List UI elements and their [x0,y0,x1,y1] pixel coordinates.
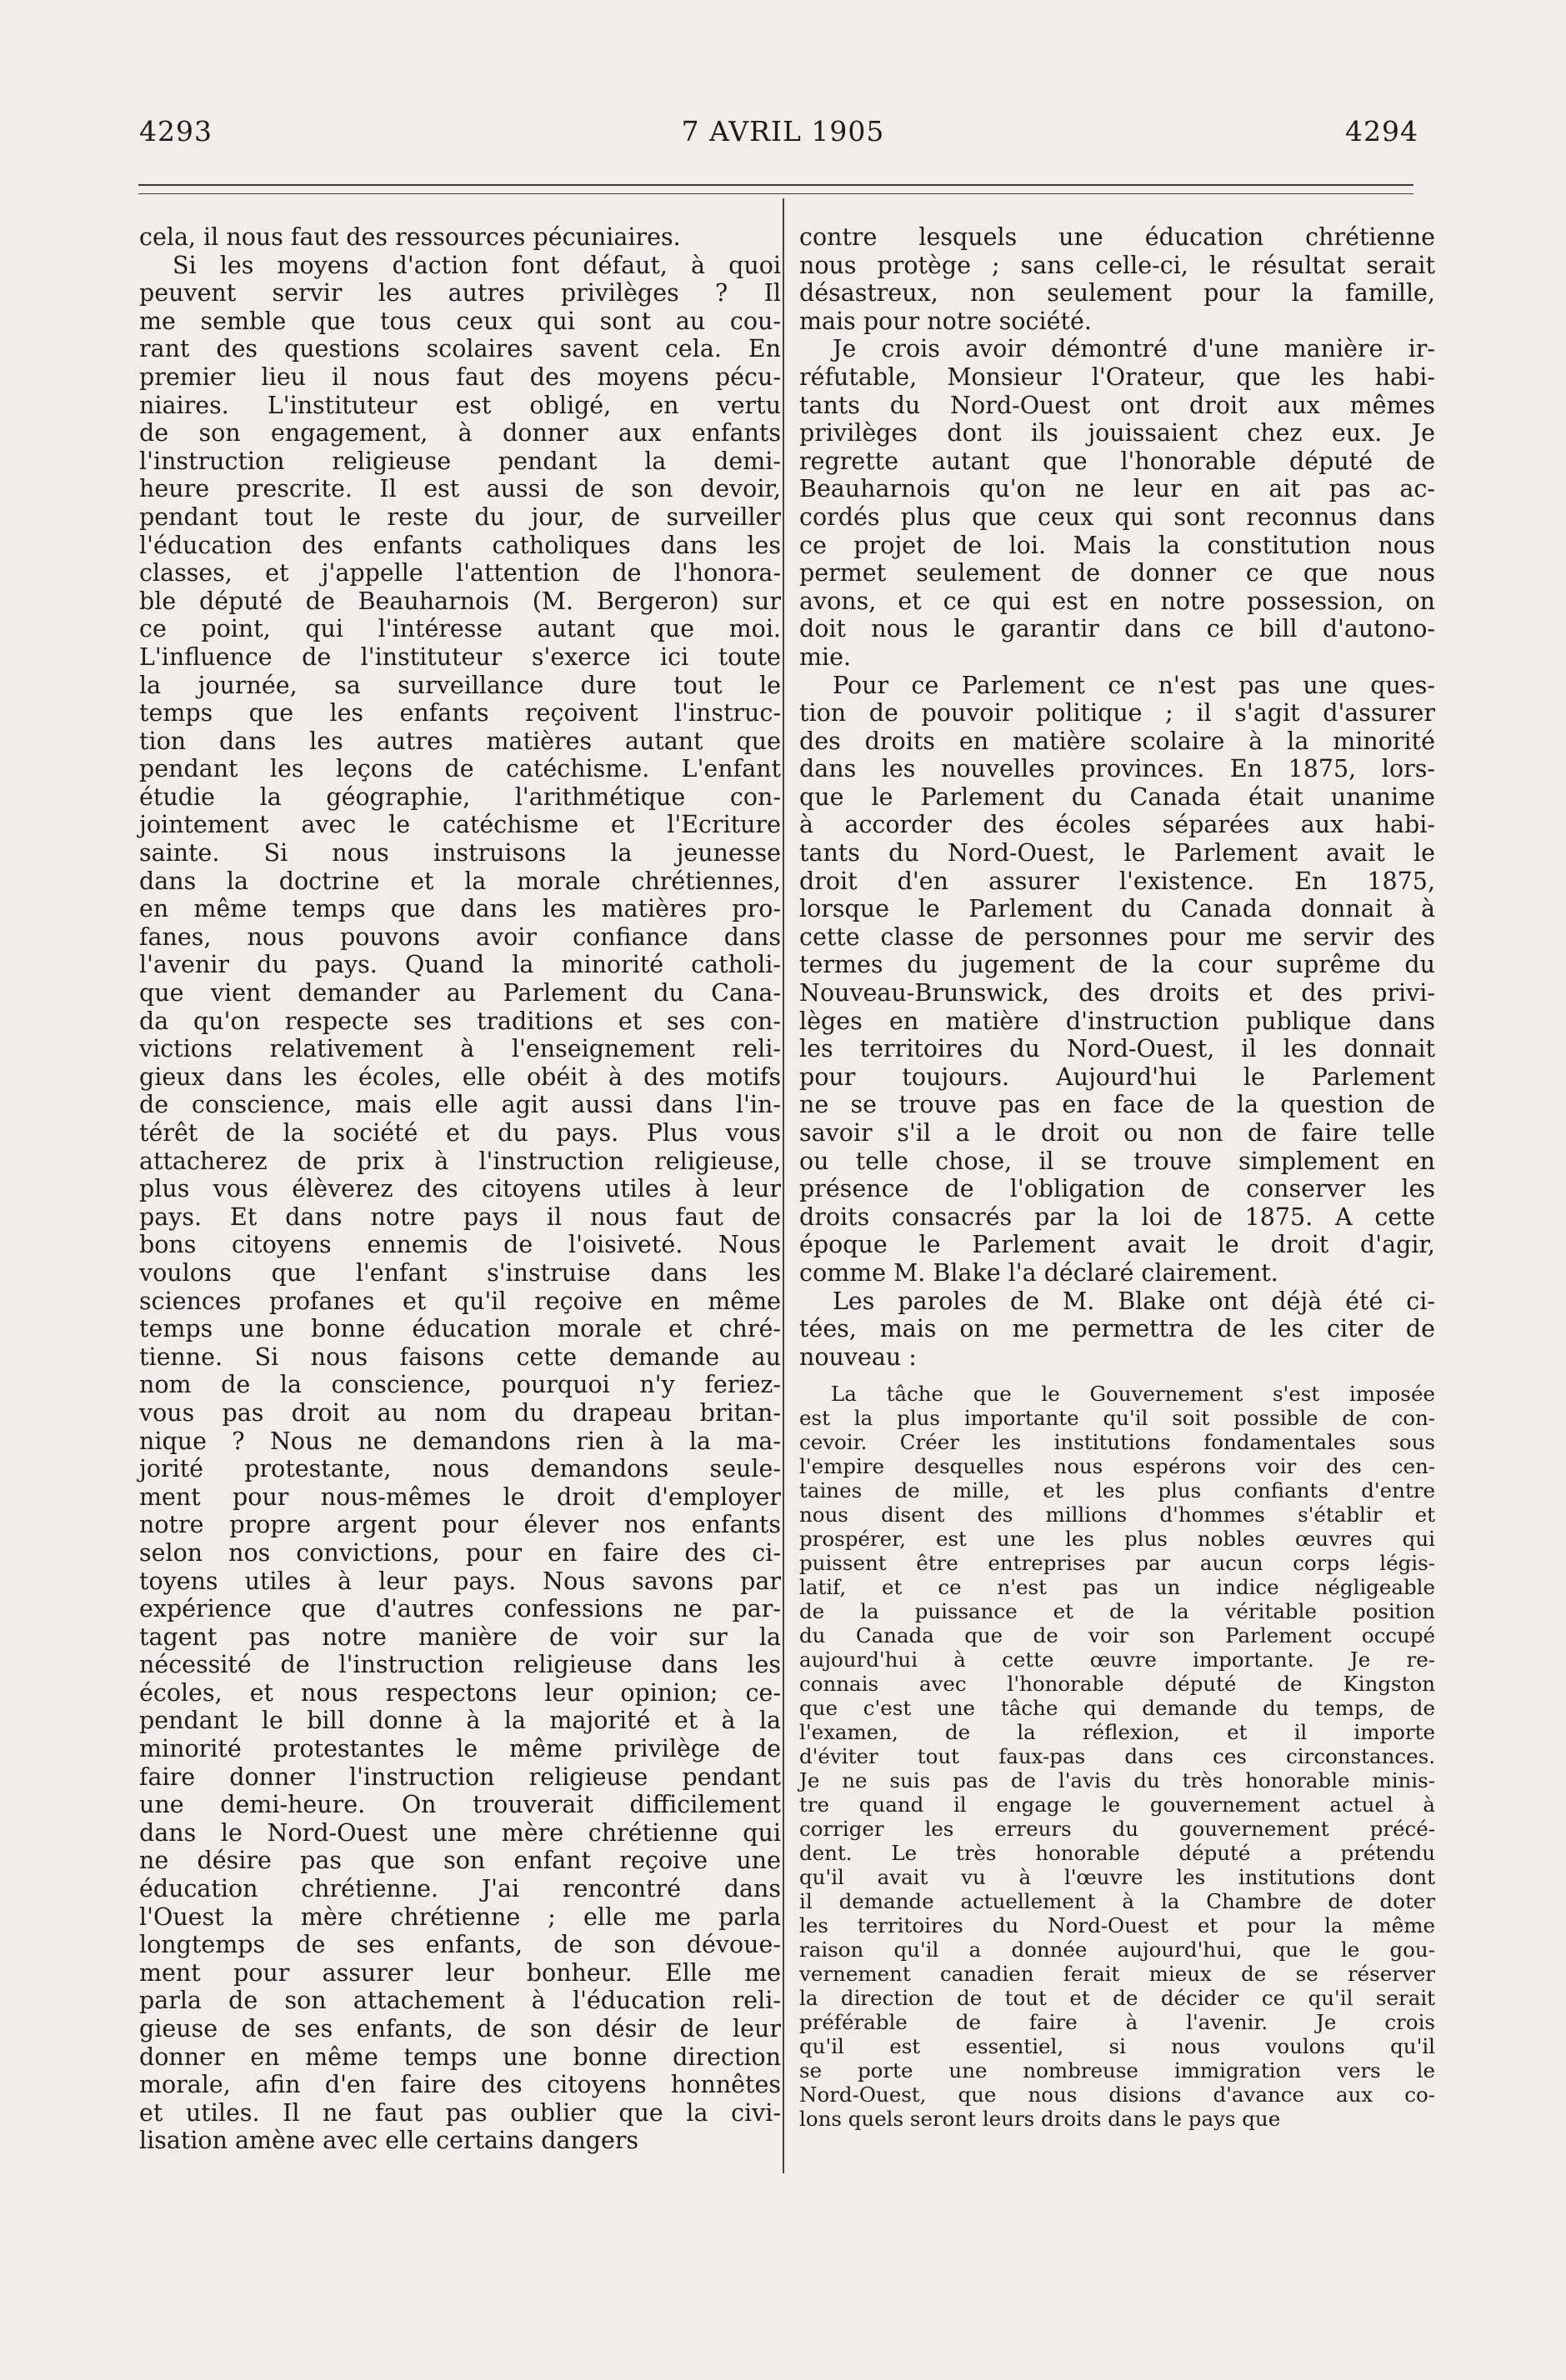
text-line: dent. Le très honorable député a prétendu [799,1841,1435,1866]
text-line: vernement canadien ferait mieux de se réserver [799,1962,1435,1987]
text-line: éducation chrétienne. J'ai rencontré dans [139,1875,781,1903]
text-line: premier lieu il nous faut des moyens pécu- [139,362,781,391]
text-line: faire donner l'instruction religieuse pendant [139,1762,781,1791]
text-line: cordés plus que ceux qui sont reconnus dans [799,502,1435,531]
text-line: que le Parlement du Canada était unanime [799,782,1435,811]
text-line: doit nous le garantir dans ce bill d'autono- [799,615,1435,643]
text-line: de conscience, mais elle agit aussi dans l'in- [139,1091,781,1119]
text-line: contre lesquels une éducation chrétienne [799,223,1435,251]
text-line: les territoires du Nord-Ouest, il les donnait [799,1035,1435,1063]
text-line: l'examen, de la réflexion, et il importe [799,1720,1435,1745]
text-line: temps que les enfants reçoivent l'instruc- [139,699,781,728]
text-line: tées, mais on me permettra de les citer de [799,1315,1435,1343]
text-line: sainte. Si nous instruisons la jeunesse [139,839,781,868]
text-line: l'avenir du pays. Quand la minorité catholi- [139,951,781,979]
text-line: latif, et ce n'est pas un indice négligeable [799,1575,1435,1600]
text-line: puissent être entreprises par aucun corps légis- [799,1551,1435,1576]
text-line: expérience que d'autres confessions ne par- [139,1595,781,1623]
text-line: cette classe de personnes pour me servir des [799,922,1435,951]
text-line: lisation amène avec elle certains dangers [139,2127,639,2155]
text-line: victions relativement à l'enseignement reli- [139,1035,781,1063]
text-line: cevoir. Créer les institutions fondamentales sous [799,1430,1435,1455]
text-line: mais pour notre société. [799,307,1092,335]
text-line: est la plus importante qu'il soit possible de con- [799,1406,1435,1431]
text-line: une demi-heure. On trouverait difficilement [139,1791,781,1819]
text-line: lèges en matière d'instruction publique dans [799,1007,1435,1035]
text-line: désastreux, non seulement pour la famille, [799,279,1435,308]
text-line: da qu'on respecte ses traditions et ses con- [139,1007,781,1035]
header-rule [138,184,1413,186]
text-line: prospérer, est une les plus nobles œuvres qui [799,1527,1435,1552]
text-line: il demande actuellement à la Chambre de doter [799,1889,1435,1914]
text-line: Les paroles de M. Blake ont déjà été ci- [833,1287,1435,1315]
text-line: raison qu'il a donnée aujourd'hui, que le gou- [799,1938,1435,1962]
text-line: aujourd'hui à cette œuvre importante. Je re- [799,1648,1435,1672]
text-line: comme M. Blake l'a déclaré clairement. [799,1258,1278,1287]
text-line: l'empire desquelles nous espérons voir des cen- [799,1454,1435,1479]
text-line: avons, et ce qui est en notre possession, on [799,587,1435,615]
text-line: pendant les leçons de catéchisme. L'enfant [139,755,781,783]
right-page-number: 4294 [1345,115,1418,148]
text-line: nécessité de l'instruction religieuse dans les [139,1651,781,1679]
text-line: temps une bonne éducation morale et chré- [139,1315,781,1343]
text-line: sciences profanes et qu'il reçoive en même [139,1287,781,1315]
text-line: nique ? Nous ne demandons rien à la ma- [139,1427,781,1455]
text-line: mie. [799,642,852,671]
text-line: tants du Nord-Ouest, le Parlement avait le [799,839,1435,868]
text-line: l'éducation des enfants catholiques dans les [139,531,781,559]
text-line: de son engagement, à donner aux enfants [139,419,781,448]
text-line: connais avec l'honorable député de Kingston [799,1672,1435,1697]
text-line: Je ne suis pas de l'avis du très honorable minis- [799,1768,1435,1793]
text-line: savoir s'il a le droit ou non de faire telle [799,1119,1435,1147]
text-line: nous disent des millions d'hommes s'établir et [799,1502,1435,1528]
text-line: préférable de faire à l'avenir. Je crois [799,2010,1435,2035]
text-line: les territoires du Nord-Ouest et pour la même [799,1913,1435,1938]
quote-spacer [799,1371,1435,1382]
text-line: Nord-Ouest, que nous disions d'avance aux co- [799,2082,1435,2108]
text-line: tagent pas notre manière de voir sur la [139,1622,781,1651]
text-line: du Canada que de voir son Parlement occupé [799,1623,1435,1648]
text-line: corriger les erreurs du gouvernement précé- [799,1817,1435,1842]
text-line: en même temps que dans les matières pro- [139,895,781,923]
text-line: gieuse de ses enfants, de son désir de leur [139,2015,781,2042]
column-divider [783,198,784,2173]
text-line: classes, et j'appelle l'attention de l'honora- [139,559,781,588]
text-line: de la puissance et de la véritable position [799,1599,1435,1624]
text-line: tants du Nord-Ouest ont droit aux mêmes [799,391,1435,419]
text-line: ne se trouve pas en face de la question de [799,1091,1435,1119]
text-line: ble député de Beauharnois (M. Bergeron) sur [139,587,781,615]
text-line: La tâche que le Gouvernement s'est imposée [831,1382,1435,1407]
left-column [139,223,781,2155]
right-column [799,223,1435,2131]
text-line: époque le Parlement avait le droit d'agir, [799,1231,1435,1259]
text-line: qu'il est essentiel, si nous voulons qu'il [799,2034,1435,2059]
text-line: termes du jugement de la cour suprême du [799,951,1435,979]
text-line: rant des questions scolaires savent cela. En [139,335,781,363]
text-line: dans les nouvelles provinces. En 1875, lors- [799,755,1435,783]
text-line: Si les moyens d'action font défaut, à quoi [173,251,781,279]
text-line: niaires. L'instituteur est obligé, en vertu [139,391,781,419]
text-line: ou telle chose, il se trouve simplement en [799,1147,1435,1175]
text-line: tion de pouvoir politique ; il s'agit d'assurer [799,699,1435,728]
text-line: que vient demander au Parlement du Cana- [139,979,781,1008]
left-page-number: 4293 [139,115,213,148]
text-line: gieux dans les écoles, elle obéit à des motifs [139,1062,781,1091]
text-line: térêt de la société et du pays. Plus vous [139,1119,781,1147]
text-line: tion dans les autres matières autant que [139,727,781,755]
text-line: Pour ce Parlement ce n'est pas une ques- [833,671,1435,699]
text-line: nous protège ; sans celle-ci, le résultat serait [799,251,1435,279]
text-line: ne désire pas que son enfant reçoive une [139,1847,781,1875]
text-line: tienne. Si nous faisons cette demande au [139,1342,781,1371]
text-line: jorité protestante, nous demandons seule- [139,1455,781,1483]
text-line: taines de mille, et les plus confiants d'entre [799,1478,1435,1503]
text-line: notre propre argent pour élever nos enfants [139,1511,781,1539]
header-rule-thin [138,193,1413,194]
text-line: selon nos convictions, pour en faire des ci- [139,1538,781,1567]
text-line: peuvent servir les autres privilèges ? Il [139,279,781,308]
text-line: permet seulement de donner ce que nous [799,559,1435,588]
text-line: ce projet de loi. Mais la constitution nous [799,531,1435,559]
text-line: dans la doctrine et la morale chrétiennes, [139,867,781,895]
text-line: ment pour nous-mêmes le droit d'employer [139,1482,781,1511]
text-line: à accorder des écoles séparées aux habi- [799,811,1435,839]
text-line: et utiles. Il ne faut pas oublier que la civi- [139,2098,781,2127]
text-line: ce point, qui l'intéresse autant que moi. [139,615,781,643]
text-line: plus vous élèverez des citoyens utiles à leur [139,1175,781,1203]
text-line: des droits en matière scolaire à la minorité [799,727,1435,755]
text-line: regrette autant que l'honorable député de [799,447,1435,475]
text-line: parla de son attachement à l'éducation reli- [139,1987,781,2015]
text-line: que c'est une tâche qui demande du temps, de [799,1696,1435,1721]
text-line: qu'il avait vu à l'œuvre les institutions dont [799,1865,1435,1890]
text-line: écoles, et nous respectons leur opinion; ce- [139,1678,781,1707]
text-line: minorité protestantes le même privilège de [139,1735,781,1763]
text-line: d'éviter tout faux-pas dans ces circonstances. [799,1744,1435,1769]
text-line: l'Ouest la mère chrétienne ; elle me parla [139,1902,781,1931]
text-line: lorsque le Parlement du Canada donnait à [799,895,1435,923]
text-line: réfutable, Monsieur l'Orateur, que les habi- [799,362,1435,391]
text-line: fanes, nous pouvons avoir confiance dans [139,922,781,951]
text-line: présence de l'obligation de conserver les [799,1175,1435,1203]
header-date: 7 AVRIL 1905 [681,115,885,148]
text-line: vous pas droit au nom du drapeau britan- [139,1398,781,1427]
text-line: droits consacrés par la loi de 1875. A cette [799,1202,1435,1231]
text-line: pays. Et dans notre pays il nous faut de [139,1202,781,1231]
text-line: cela, il nous faut des ressources pécuniaires. [139,223,681,251]
text-line: L'influence de l'instituteur s'exerce ici toute [139,642,781,671]
text-line: droit d'en assurer l'existence. En 1875, [799,867,1435,895]
text-line: heure prescrite. Il est aussi de son devoir, [139,475,781,503]
text-line: morale, afin d'en faire des citoyens honnêtes [139,2071,781,2099]
blake-quotation [799,1382,1435,2131]
text-line: lons quels seront leurs droits dans le pays que [799,2107,1281,2132]
text-line: dans le Nord-Ouest une mère chrétienne qui [139,1818,781,1847]
right-column-body [799,223,1435,1371]
text-line: privilèges dont ils jouissaient chez eux. Je [799,419,1435,448]
text-line: Nouveau-Brunswick, des droits et des privi- [799,979,1435,1008]
text-line: Je crois avoir démontré d'une manière ir- [833,335,1435,363]
text-line: Beauharnois qu'on ne leur en ait pas ac- [799,475,1435,503]
text-line: voulons que l'enfant s'instruise dans les [139,1258,781,1287]
text-line: donner en même temps une bonne direction [139,2042,781,2071]
text-line: pendant le bill donne à la majorité et à la [139,1707,781,1735]
text-line: se porte une nombreuse immigration vers le [799,2058,1435,2083]
text-line: nouveau : [799,1342,917,1371]
text-line: me semble que tous ceux qui sont au cou- [139,307,781,335]
text-line: la journée, sa surveillance dure tout le [139,671,781,699]
text-line: jointement avec le catéchisme et l'Ecriture [139,811,781,839]
text-line: attacherez de prix à l'instruction religieuse, [139,1147,781,1175]
text-line: bons citoyens ennemis de l'oisiveté. Nous [139,1231,781,1259]
text-line: toyens utiles à leur pays. Nous savons par [139,1567,781,1595]
text-line: longtemps de ses enfants, de son dévoue- [139,1931,781,1959]
text-line: pour toujours. Aujourd'hui le Parlement [799,1062,1435,1091]
text-line: la direction de tout et de décider ce qu'il serait [799,1986,1435,2011]
text-line: nom de la conscience, pourquoi n'y feriez- [139,1371,781,1399]
text-line: tre quand il engage le gouvernement actuel à [799,1792,1435,1818]
text-line: ment pour assurer leur bonheur. Elle me [139,1958,781,1987]
text-line: l'instruction religieuse pendant la demi- [139,447,781,475]
text-line: pendant tout le reste du jour, de surveiller [139,502,781,531]
text-line: étudie la géographie, l'arithmétique con- [139,782,781,811]
